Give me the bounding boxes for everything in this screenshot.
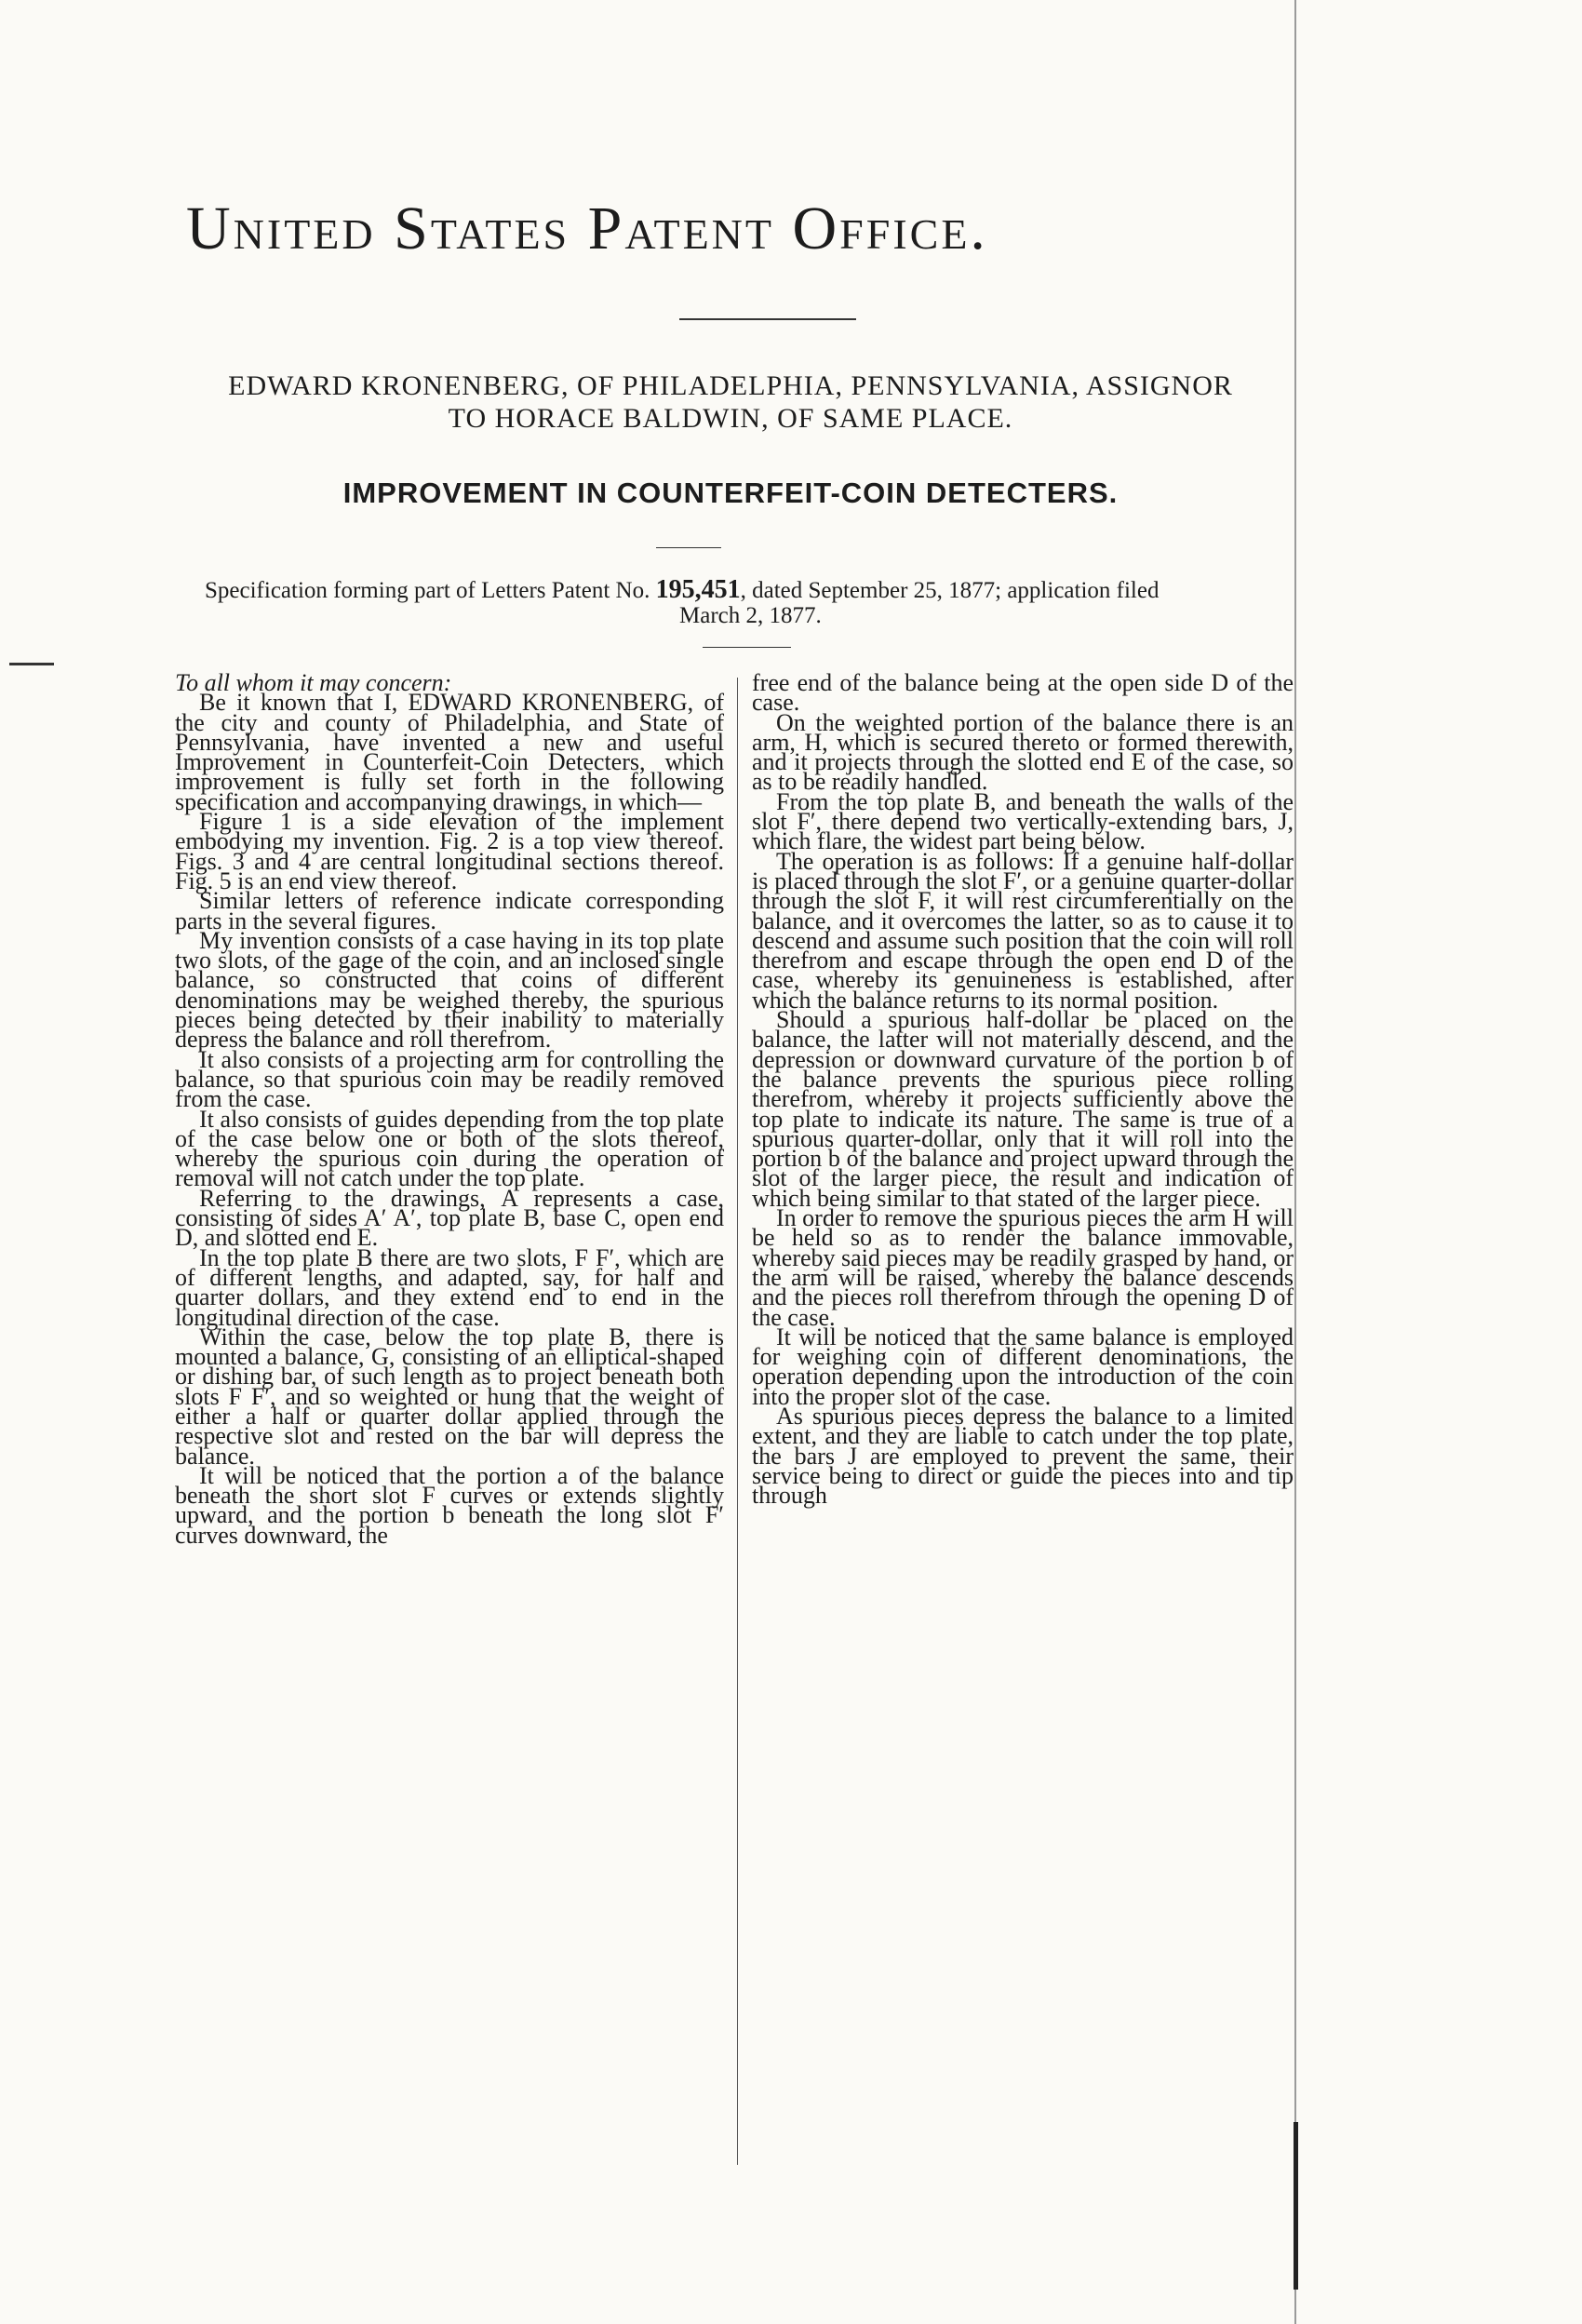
column-separator xyxy=(737,678,738,2165)
paragraph: Similar letters of reference indicate corresponding parts in the several figures. xyxy=(175,887,724,934)
paragraph: free end of the balance being at the open side D of the case. xyxy=(752,669,1294,717)
paragraph: It also consists of a projecting arm for controlling the balance, so that spurious coin may be readily removed from the case. xyxy=(175,1045,724,1113)
right-column xyxy=(752,669,1294,1510)
spec-suffix: , dated September 25, 1877; application filed xyxy=(740,578,1160,603)
inventor-line-2: TO HORACE BALDWIN, OF SAME PLACE. xyxy=(448,403,1013,434)
patent-number: 195,451 xyxy=(655,575,741,604)
inventor-line-1: EDWARD KRONENBERG, OF PHILADELPHIA, PENNSYLVANIA, ASSIGNOR xyxy=(228,370,1233,401)
specification-date: March 2, 1877. xyxy=(679,603,822,628)
paragraph: It will be noticed that the same balance is employed for weighing coin of different denominations, the operation depending upon the introduction of the coin into the proper slot of the case. xyxy=(752,1323,1294,1410)
paragraph: My invention consists of a case having in its top plate two slots, of the gage of the coin, and an inclosed single balance, so constructed that coins of different denominations may be weighed thereby, the spurious pieces being detected by their inability to materially depress the balance and roll therefrom. xyxy=(175,926,724,1054)
paragraph: Figure 1 is a side elevation of the implement embodying my invention. Fig. 2 is a top view thereof. Figs. 3 and 4 are central longitudinal sections thereof. Fig. 5 is an end view thereof. xyxy=(175,808,724,894)
paragraph: On the weighted portion of the balance there is an arm, H, which is secured thereto or formed therewith, and it projects through the slotted end E of the case, so as to be readily handled. xyxy=(752,708,1294,796)
divider-3 xyxy=(703,647,791,648)
paragraph: In the top plate B there are two slots, F F′, which are of different lengths, and adapted, say, for half and quarter dollars, and they extend end to end in the longitudinal direction of the case. xyxy=(175,1243,724,1331)
divider-1 xyxy=(679,318,856,320)
paragraph: Referring to the drawings, A represents a case, consisting of sides A′ A′, top plate B, base C, open end D, and slotted end E. xyxy=(175,1184,724,1252)
spec-prefix: Specification forming part of Letters Patent No. xyxy=(205,578,650,603)
specification-line xyxy=(205,575,1294,605)
invention-title: IMPROVEMENT IN COUNTERFEIT-COIN DETECTERS. xyxy=(342,477,1119,509)
left-column xyxy=(175,669,724,1549)
salutation: To all whom it may concern: xyxy=(175,669,452,696)
margin-mark xyxy=(9,663,54,665)
paragraph: The operation is as follows: If a genuine half-dollar is placed through the slot F′, or a genuine quarter-dollar through the slot F, it will rest circumferentially on the balance, and it overcomes the latter, so as to cause it to descend and assume such position that the coin will roll therefrom and escape through the open end D of the case, whereby its genuineness is established, after which the balance returns to its normal position. xyxy=(752,847,1294,1014)
paragraph: Within the case, below the top plate B, there is mounted a balance, G, consisting of an elliptical-shaped or dishing bar, of such length as to project beneath both slots F F′, and so weighted or hung that the weight of either a half or quarter dollar applied through the respective slot and rested on the bar will depress the balance. xyxy=(175,1323,724,1470)
divider-2 xyxy=(656,547,721,548)
page-edge-mark xyxy=(1294,2122,1298,2290)
paragraph: Should a spurious half-dollar be placed on the balance, the latter will not materially descend, and the depression or downward curvature of the portion b of the balance prevents the spurious piece rolling therefrom, whereby it projects sufficiently above the top plate to indicate its nature. The same is true of a spurious quarter-dollar, only that it will roll into the portion b of the balance and project upward through the slot of the larger piece, the result and indication of which being similar to that stated of the larger piece. xyxy=(752,1006,1294,1212)
office-heading: United States Patent Office. xyxy=(186,195,988,262)
paragraph: It will be noticed that the portion a of the balance beneath the short slot F curves or extends slightly upward, and the portion b beneath the long slot F′ curves downward, the xyxy=(175,1461,724,1549)
paragraph: From the top plate B, and beneath the walls of the slot F′, there depend two vertically-extending bars, J, which flare, the widest part being below. xyxy=(752,787,1294,855)
paragraph: It also consists of guides depending from the top plate of the case below one or both of the slots thereof, whereby the spurious coin during the operation of removal will not catch under the top plate. xyxy=(175,1105,724,1192)
page-edge-rule xyxy=(1294,0,1296,2324)
paragraph: As spurious pieces depress the balance to a limited extent, and they are liable to catch under the top plate, the bars J are employed to prevent the same, their service being to direct or guide the pieces into and tip through xyxy=(752,1402,1294,1510)
paragraph: Be it known that I, EDWARD KRONENBERG, of the city and county of Philadelphia, and State of Pennsylvania, have invented a new and useful Improvement in Counterfeit-Coin Detecters, which improvement is fully set forth in the following specification and accompanying drawings, in which— xyxy=(175,689,724,815)
paragraph: In order to remove the spurious pieces the arm H will be held so as to render the balance immovable, whereby said pieces may be readily grasped by hand, or the arm will be raised, whereby the balance descends and the pieces roll therefrom through the opening D of the case. xyxy=(752,1204,1294,1331)
